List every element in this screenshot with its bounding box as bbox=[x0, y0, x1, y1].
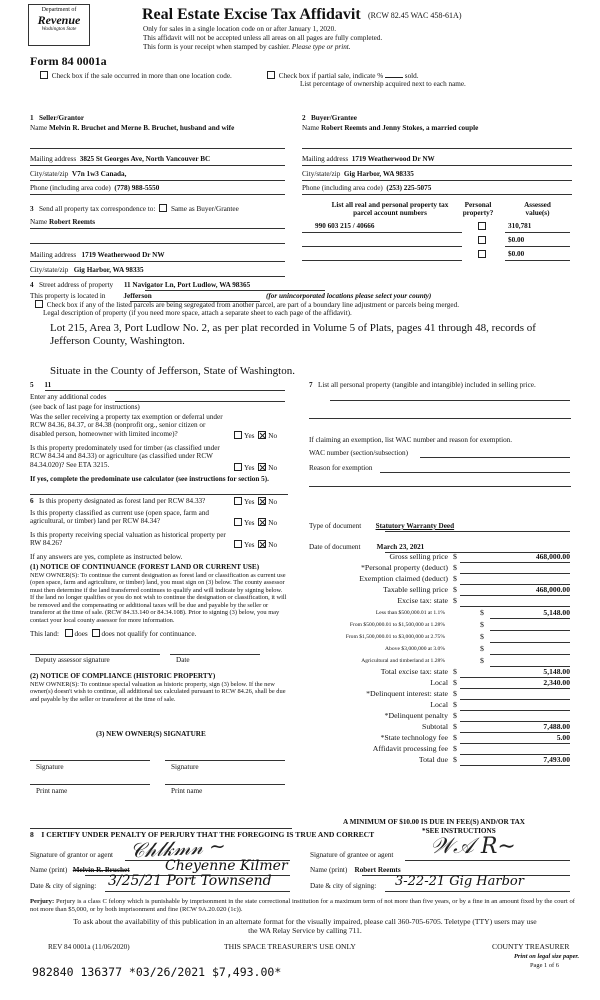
corr-name-label: Name bbox=[30, 218, 48, 226]
sec6-q2-answer bbox=[232, 518, 277, 527]
tax-dollar-sign: $ bbox=[453, 552, 457, 561]
notice2-body: NEW OWNER(S): To continue special valuation as historic property, sign (3) below. If the new owner(s) doesn't wish to continue, all additional tax calculated pursuant to RCW 84.26, shall be due and payable by the seller or transferor at the time of sale. bbox=[30, 681, 286, 703]
tax-row-label: Excise tax: state bbox=[397, 596, 448, 605]
parcel-h1: List all real and personal property tax bbox=[331, 201, 449, 209]
grantee-date-label: Date & city of signing: bbox=[310, 882, 377, 890]
tax-row-label: Total excise tax: state bbox=[380, 667, 448, 676]
receipt-stamp: 982840 136377 *03/26/2021 $7,493.00* bbox=[32, 965, 282, 979]
tax-bracket-label: Agricultural and timberland at 1.28% bbox=[361, 658, 445, 664]
tax-row-label: Affidavit processing fee bbox=[372, 744, 448, 753]
assessed-row-1[interactable]: 310,781 bbox=[508, 222, 532, 230]
sec6-num: 6 bbox=[30, 497, 34, 505]
sec6-q3-no-box[interactable] bbox=[258, 540, 266, 548]
grantee-sig-label: Signature of grantee or agent bbox=[310, 851, 394, 859]
grantee-date-handwritten[interactable]: 3-22-21 Gig Harbor bbox=[395, 874, 524, 889]
dor-logo bbox=[28, 4, 90, 46]
doc-date-value[interactable]: March 23, 2021 bbox=[376, 543, 425, 551]
tax-dollar-sign: $ bbox=[453, 700, 457, 709]
partial-sale-label: Check box if partial sale, indicate % bbox=[278, 72, 384, 80]
tax-value-line bbox=[460, 688, 570, 689]
personal-checkbox-2[interactable] bbox=[478, 236, 486, 244]
assessed-h5: Assessed bbox=[524, 201, 551, 209]
sec7-text: List all personal property (tangible and intangible) included in selling price. bbox=[317, 381, 536, 389]
sec5-q2-no: No bbox=[268, 464, 278, 472]
sec5-q2-no-box[interactable] bbox=[258, 463, 266, 471]
unincorporated-note: (for unincorporated locations please select your county) bbox=[266, 292, 432, 300]
personal-header bbox=[458, 201, 498, 218]
buyer-phone-value[interactable]: (253) 225-5075 bbox=[386, 184, 432, 192]
tax-dollar-sign: $ bbox=[480, 656, 484, 665]
buyer-city-label: City/state/zip bbox=[302, 170, 341, 178]
tax-row-label: *Delinquent penalty bbox=[384, 711, 448, 720]
tax-dollar-sign: $ bbox=[453, 667, 457, 676]
sec6-ifany: If any answers are yes, complete as instructed below. bbox=[30, 553, 183, 561]
page-number: Page 1 of 6 bbox=[530, 962, 559, 969]
new-owner-sig-1: Signature bbox=[36, 763, 64, 771]
tax-dollar-sign: $ bbox=[453, 755, 457, 764]
segregated-label: Check box if any of the listed parcels are being segregated from another parcel, are part of a boundary line adjustment or parcels being merged. bbox=[46, 301, 459, 309]
tax-dollar-sign: $ bbox=[453, 689, 457, 698]
tax-row-value[interactable]: 5.00 bbox=[556, 733, 570, 742]
notice1-title: (1) NOTICE OF CONTINUANCE (FOREST LAND OR CURRENT USE) bbox=[30, 563, 260, 571]
parcel-header bbox=[320, 201, 460, 218]
does-not-label: does not qualify for continuance. bbox=[101, 630, 197, 638]
buyer-city-row bbox=[302, 170, 414, 178]
tax-value-line bbox=[460, 562, 570, 563]
corr-city-label: City/state/zip bbox=[30, 266, 69, 274]
tax-row-label: *State technology fee bbox=[380, 733, 448, 742]
see-instructions: *SEE INSTRUCTIONS bbox=[422, 827, 496, 835]
sec6-q1-yes: Yes bbox=[244, 498, 255, 506]
correspondence-row bbox=[30, 204, 239, 213]
certify-text: I CERTIFY UNDER PENALTY OF PERJURY THAT THE FOREGOING IS TRUE AND CORRECT bbox=[41, 830, 375, 839]
seller-name-row bbox=[30, 124, 234, 132]
corr-num: 3 bbox=[30, 205, 34, 213]
new-owner-print-2: Print name bbox=[171, 787, 203, 795]
sec6-q1-row bbox=[30, 497, 205, 505]
sub-line-3-italic: Please type or print. bbox=[291, 43, 351, 51]
doc-date-label: Date of document bbox=[309, 543, 361, 551]
same-as-buyer-label: Same as Buyer/Grantee bbox=[170, 205, 239, 213]
sec5-q2-answer bbox=[232, 463, 277, 472]
tax-row-value[interactable]: 468,000.00 bbox=[535, 585, 570, 594]
assessed-h6: value(s) bbox=[525, 209, 550, 218]
tax-dollar-sign: $ bbox=[480, 620, 484, 629]
sub-line-3 bbox=[143, 43, 351, 51]
doc-type-row bbox=[309, 522, 454, 530]
tax-value-line bbox=[460, 710, 570, 711]
partial-sale-checkbox[interactable] bbox=[267, 71, 275, 79]
perjury-label: Perjury: bbox=[30, 898, 55, 905]
grantor-signature[interactable]: 𝒞𝒽𝓁𝓀𝓂𝓃 ~ bbox=[129, 833, 227, 863]
parcel-h2: parcel account numbers bbox=[353, 209, 427, 218]
corr-city-row bbox=[30, 266, 144, 274]
tax-dollar-sign: $ bbox=[453, 711, 457, 720]
tax-row-label: Taxable selling price bbox=[383, 585, 448, 594]
tax-row-value[interactable]: 7,488.00 bbox=[543, 722, 570, 731]
sec6-q3-yes-box[interactable] bbox=[234, 540, 242, 548]
tax-value-line bbox=[460, 573, 570, 574]
sec6-q2-yes-box[interactable] bbox=[234, 518, 242, 526]
corr-mail-value[interactable]: 1719 Weatherwood Dr NW bbox=[81, 251, 165, 259]
logo-line2: Revenue bbox=[37, 12, 81, 27]
new-owner-print-1: Print name bbox=[36, 787, 68, 795]
sec6-q3: Is this property receiving special valuation as historical property per RW 84.26? bbox=[30, 531, 226, 548]
sec6-q2-no: No bbox=[268, 519, 278, 527]
tax-dollar-sign: $ bbox=[453, 596, 457, 605]
sub-line-3-text: This form is your receipt when stamped by cashier. bbox=[143, 43, 291, 51]
sec5-q1-yes-box[interactable] bbox=[234, 431, 242, 439]
minimum-note: A MINIMUM OF $10.00 IS DUE IN FEE(S) AND/OR TAX bbox=[343, 818, 525, 826]
sec5-q1-answer bbox=[232, 431, 277, 440]
buyer-mail-label: Mailing address bbox=[302, 155, 349, 163]
sec6-q2: Is this property classified as current use (open space, farm and agricultural, or timber) land per RCW 84.34? bbox=[30, 509, 210, 526]
tax-dollar-sign: $ bbox=[480, 644, 484, 653]
same-as-buyer-checkbox[interactable] bbox=[159, 204, 167, 212]
tax-dollar-sign: $ bbox=[453, 585, 457, 594]
county-value[interactable]: Jefferson bbox=[123, 292, 152, 300]
assessed-header bbox=[510, 201, 565, 218]
tax-bracket-label: Less than $500,000.01 at 1.1% bbox=[375, 610, 445, 616]
grantee-name-value[interactable]: Robert Reemts bbox=[354, 866, 401, 874]
sub-line-2: This affidavit will not be accepted unless all areas on all pages are fully completed. bbox=[143, 34, 383, 42]
parcel-row-1[interactable]: 990 603 215 / 40666 bbox=[315, 222, 375, 230]
grantor-date-label: Date & city of signing: bbox=[30, 882, 97, 890]
sec5-q1-no: No bbox=[268, 432, 278, 440]
tax-dollar-sign: $ bbox=[453, 563, 457, 572]
buyer-name-label: Name bbox=[302, 124, 320, 132]
street-value[interactable]: 11 Navigator Ln, Port Ludlow, WA 98365 bbox=[123, 281, 251, 289]
street-num: 4 bbox=[30, 281, 34, 289]
buyer-num: 2 bbox=[302, 114, 306, 122]
street-row bbox=[30, 281, 250, 289]
sec6-q1-no-box[interactable] bbox=[258, 497, 266, 505]
sec6-q1-no: No bbox=[268, 498, 278, 506]
buyer-city-value[interactable]: Gig Harbor, WA 98335 bbox=[343, 170, 414, 178]
seller-city-row bbox=[30, 170, 126, 178]
street-label: Street address of property bbox=[38, 281, 114, 289]
tax-row-label: Exemption claimed (deduct) bbox=[359, 574, 448, 583]
grantor-name-struck[interactable]: Melvin R. Bruchet bbox=[72, 866, 130, 874]
segregated-row[interactable] bbox=[33, 300, 459, 309]
tax-value-line bbox=[460, 606, 570, 607]
sec5-q2-yes-box[interactable] bbox=[234, 463, 242, 471]
new-owner-sig-2: Signature bbox=[171, 763, 199, 771]
buyer-phone-label: Phone (including area code) bbox=[302, 184, 383, 192]
buyer-heading-text: Buyer/Grantee bbox=[310, 114, 357, 122]
tax-row-label: Local bbox=[430, 700, 448, 709]
grantee-signature[interactable]: 𝒲𝒜 𝑅∼ bbox=[430, 834, 516, 859]
legal-label: Legal description of property (if you need more space, attach a separate sheet to each page of the affidavit). bbox=[43, 309, 352, 317]
doc-type-label: Type of document bbox=[309, 522, 362, 530]
sec5-see-back: (see back of last page for instructions) bbox=[30, 403, 140, 411]
tax-row-value[interactable]: 7,493.00 bbox=[543, 755, 570, 764]
sec7-row bbox=[309, 381, 571, 389]
this-land-row bbox=[30, 629, 196, 638]
tax-row-label: Total due bbox=[418, 755, 448, 764]
sec5-q1-no-box[interactable] bbox=[258, 431, 266, 439]
tax-dollar-sign: $ bbox=[453, 733, 457, 742]
notice3-title: (3) NEW OWNER(S) SIGNATURE bbox=[96, 730, 206, 738]
form-title: Real Estate Excise Tax Affidavit bbox=[142, 6, 361, 23]
seller-phone-row bbox=[30, 184, 159, 192]
sec6-q3-no: No bbox=[268, 541, 278, 549]
notice1-body: NEW OWNER(S): To continue the current designation as forest land or classification as current use (open space, farm and agriculture, or timber) land, you must sign on (3) below. The county assessor must then determine if the land transferred continues to qualify and will indicate by signing below. If the land no longer qualifies or you do not wish to continue the designation or classification, it will be removed and the compensating or additional taxes will be due and payable by the seller or transferor at the time of sale. (RCW 84.33.140 or 84.34.108). Prior to signing (3) below, you may contact your local county assessor for more information. bbox=[30, 572, 287, 624]
tax-bracket-label: From $500,000.01 to $1,500,000 at 1.28% bbox=[349, 622, 445, 628]
sec5-code[interactable]: 11 bbox=[44, 381, 52, 389]
form-number: Form 84 0001a bbox=[30, 54, 107, 68]
multi-location-check[interactable] bbox=[38, 71, 232, 80]
tax-value-line bbox=[460, 732, 570, 733]
sec6-q3-yes: Yes bbox=[244, 541, 255, 549]
tax-row-value[interactable]: 5,148.00 bbox=[543, 667, 570, 676]
tax-row-label: *Personal property (deduct) bbox=[360, 563, 448, 572]
corr-mail-label: Mailing address bbox=[30, 251, 77, 259]
corr-name-row bbox=[30, 218, 95, 226]
rev-label: REV 84 0001a (11/06/2020) bbox=[48, 943, 130, 951]
seller-mail-row bbox=[30, 155, 210, 163]
tax-value-line bbox=[490, 654, 570, 655]
seller-mail-value[interactable]: 3825 St Georges Ave, North Vancouver BC bbox=[79, 155, 211, 163]
buyer-phone-row bbox=[302, 184, 431, 192]
tax-value-line bbox=[460, 699, 570, 700]
reason-label: Reason for exemption bbox=[309, 464, 373, 472]
sec6-q1: Is this property designated as forest land per RCW 84.33? bbox=[38, 497, 206, 505]
assessed-row-2[interactable]: $0.00 bbox=[508, 236, 525, 244]
county-treasurer-label: COUNTY TREASURER bbox=[492, 942, 570, 951]
sec6-q1-yes-box[interactable] bbox=[234, 497, 242, 505]
notice2-title: (2) NOTICE OF COMPLIANCE (HISTORIC PROPERTY) bbox=[30, 672, 216, 680]
treasurer-use-label: THIS SPACE TREASURER'S USE ONLY bbox=[224, 942, 356, 951]
personal-h3: Personal bbox=[464, 201, 492, 209]
assessed-row-3[interactable]: $0.00 bbox=[508, 250, 525, 258]
form-rcw: (RCW 82.45 WAC 458-61A) bbox=[368, 11, 462, 20]
does-label: does bbox=[74, 630, 88, 638]
personal-checkbox-3[interactable] bbox=[478, 250, 486, 258]
alt-format-text: To ask about the availability of this publication in an alternate format for the visually impaired, please call 360-705-6705. Teletype (TTY) users may use the WA Relay Service by calling 711. bbox=[73, 917, 537, 935]
corr-mail-row bbox=[30, 251, 165, 259]
legal-paper-note: Print on legal size paper. bbox=[514, 953, 580, 960]
this-land-label: This land: bbox=[30, 630, 59, 638]
does-not-checkbox[interactable] bbox=[92, 629, 100, 637]
deputy-date-label: Date bbox=[176, 656, 190, 664]
tax-bracket-label: Above $3,000,000 at 3.0% bbox=[385, 646, 445, 652]
tax-bracket-value[interactable]: 5,148.00 bbox=[543, 608, 570, 617]
tax-value-line bbox=[490, 618, 570, 619]
corr-text: Send all property tax correspondence to: bbox=[38, 205, 156, 213]
partial-sale-check[interactable] bbox=[265, 71, 419, 80]
sec5-q2: Is this property predominately used for timber (as classified under RCW 84.34 and 84.33) or agriculture (as classified under RCW 84.34.020)? See ETA 3215. bbox=[30, 444, 220, 469]
tax-row-label: Subtotal bbox=[422, 722, 448, 731]
does-checkbox[interactable] bbox=[65, 629, 73, 637]
sold-label: sold. bbox=[404, 72, 419, 80]
tax-row-label: *Delinquent interest: state bbox=[366, 689, 448, 698]
tax-row-value[interactable]: 468,000.00 bbox=[535, 552, 570, 561]
tax-value-line bbox=[460, 595, 570, 596]
sec5-add-codes: Enter any additional codes bbox=[30, 393, 107, 401]
grantor-sig-label: Signature of grantor or agent bbox=[30, 851, 114, 859]
corr-name-value[interactable]: Robert Reemts bbox=[48, 218, 96, 226]
personal-checkbox-1[interactable] bbox=[478, 222, 486, 230]
sec5-q1: Was the seller receiving a property tax exemption or deferral under RCW 84.36, 84.37, or 84.38 (nonprofit org., senior citizen or disabled person, homeowner with limited income)? bbox=[30, 413, 223, 438]
sub-line-1: Only for sales in a single location code on or after January 1, 2020. bbox=[143, 25, 337, 33]
tax-dollar-sign: $ bbox=[453, 678, 457, 687]
sec6-q1-answer bbox=[232, 497, 277, 506]
seller-num: 1 bbox=[30, 114, 34, 122]
grantee-name-row bbox=[310, 866, 401, 874]
wac-label: WAC number (section/subsection) bbox=[309, 449, 409, 457]
sec8-num: 8 bbox=[30, 830, 34, 839]
multi-location-label: Check box if the sale occurred in more than one location code. bbox=[51, 72, 232, 80]
grantee-name-label: Name (print) bbox=[310, 866, 348, 874]
sec6-q2-no-box[interactable] bbox=[258, 518, 266, 526]
personal-h4: property? bbox=[462, 209, 494, 218]
list-percentage: List percentage of ownership acquired next to each name. bbox=[300, 80, 466, 88]
tax-value-line bbox=[490, 630, 570, 631]
tax-value-line bbox=[460, 743, 570, 744]
logo-line1: Department of bbox=[41, 7, 77, 13]
tax-bracket-label: From $1,500,000.01 to $3,000,000 at 2.75% bbox=[345, 634, 445, 640]
corr-city-value[interactable]: Gig Harbor, WA 98335 bbox=[73, 266, 144, 274]
seller-phone-value[interactable]: (778) 988-5550 bbox=[114, 184, 160, 192]
segregated-checkbox[interactable] bbox=[35, 300, 43, 308]
tax-value-line bbox=[460, 765, 570, 766]
sec6-q2-yes: Yes bbox=[244, 519, 255, 527]
tax-dollar-sign: $ bbox=[453, 722, 457, 731]
seller-heading-text: Seller/Grantor bbox=[38, 114, 85, 122]
buyer-mail-row bbox=[302, 155, 435, 163]
seller-name-value[interactable]: Melvin R. Bruchet and Merne B. Bruchet, husband and wife bbox=[48, 124, 235, 132]
seller-city-label: City/state/zip bbox=[30, 170, 69, 178]
tax-row-label: Gross selling price bbox=[389, 552, 448, 561]
sec5-num: 5 bbox=[30, 381, 34, 389]
doc-type-value[interactable]: Statutory Warranty Deed bbox=[375, 522, 455, 530]
tax-value-line bbox=[490, 642, 570, 643]
seller-city-value[interactable]: V7n 1w3 Canada, bbox=[71, 170, 127, 178]
located-label: This property is located in bbox=[30, 292, 106, 300]
legal-description[interactable]: Lot 215, Area 3, Port Ludlow No. 2, as per plat recorded in Volume 5 of Plats, pages 41 through 48, records of Jefferson County, Washington. bbox=[50, 322, 536, 347]
buyer-mail-value[interactable]: 1719 Weatherwood Dr NW bbox=[351, 155, 435, 163]
tax-row-label: Local bbox=[430, 678, 448, 687]
exempt-label: If claiming an exemption, list WAC number and reason for exemption. bbox=[309, 436, 513, 444]
grantor-date-handwritten[interactable]: 3/25/21 Port Townsend bbox=[108, 873, 272, 889]
tax-row-value[interactable]: 2,340.00 bbox=[543, 678, 570, 687]
doc-date-row bbox=[309, 543, 424, 551]
sec5-q2-yes: Yes bbox=[244, 464, 255, 472]
tax-dollar-sign: $ bbox=[453, 574, 457, 583]
buyer-name-row bbox=[302, 124, 478, 132]
sec7-num: 7 bbox=[309, 381, 313, 389]
tax-dollar-sign: $ bbox=[453, 744, 457, 753]
multi-location-checkbox[interactable] bbox=[40, 71, 48, 79]
sec6-q3-answer bbox=[232, 540, 277, 549]
sec5-q1-yes: Yes bbox=[244, 432, 255, 440]
seller-phone-label: Phone (including area code) bbox=[30, 184, 111, 192]
situate-text[interactable]: Situate in the County of Jefferson, State of Washington. bbox=[50, 365, 295, 377]
deputy-signature-label: Deputy assessor signature bbox=[35, 656, 110, 664]
perjury-text bbox=[30, 898, 575, 913]
buyer-name-value[interactable]: Robert Reemts and Jenny Stokes, a married couple bbox=[320, 124, 479, 132]
sec5-row bbox=[30, 381, 51, 389]
seller-mail-label: Mailing address bbox=[30, 155, 77, 163]
grantor-name-label: Name (print) bbox=[30, 866, 68, 874]
logo-line3: Washington State bbox=[41, 26, 77, 32]
grantor-name-handwritten[interactable]: Cheyenne Kilmer bbox=[165, 858, 288, 874]
perjury-body: Perjury is a class C felony which is punishable by imprisonment in the state correctional institution for a maximum term of not more than five years, or by a fine in an amount fixed by the court of not more than $5,000, or by both imprisonment and fine (RCW 9A.20.020 (1c)). bbox=[30, 898, 575, 913]
sec5-ifyes: If yes, complete the predominate use calculator (see instructions for section 5). bbox=[30, 475, 269, 483]
tax-dollar-sign: $ bbox=[480, 608, 484, 617]
tax-dollar-sign: $ bbox=[480, 632, 484, 641]
buyer-heading bbox=[302, 114, 357, 122]
seller-heading bbox=[30, 114, 84, 122]
seller-name-label: Name bbox=[30, 124, 48, 132]
